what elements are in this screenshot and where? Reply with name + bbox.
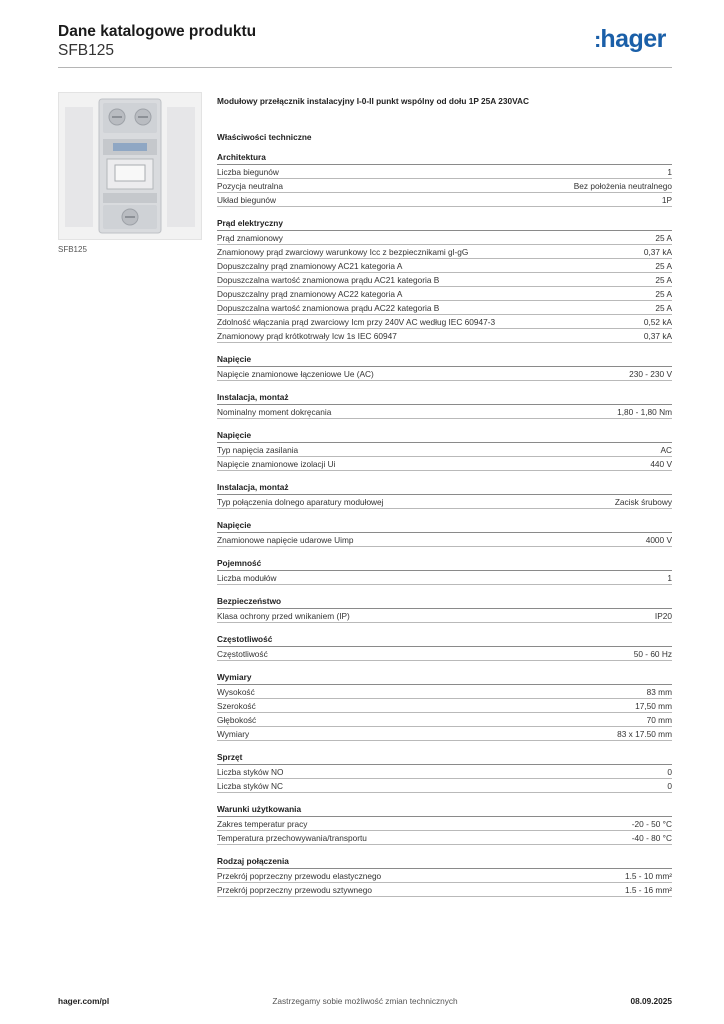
spec-value: AC — [660, 444, 672, 455]
footer-website-link[interactable]: hager.com/pl — [58, 996, 110, 1006]
spec-label: Zakres temperatur pracy — [217, 818, 308, 829]
switch-device-icon — [59, 93, 201, 239]
spec-section — [217, 430, 672, 471]
spec-label: Liczba modułów — [217, 572, 277, 583]
spec-label: Przekrój poprzeczny przewodu elastycznego — [217, 870, 382, 881]
section-title: Rodzaj połączenia — [217, 856, 672, 869]
spec-section — [217, 634, 672, 661]
spec-section — [217, 520, 672, 547]
spec-section — [217, 218, 672, 343]
section-title: Napięcie — [217, 354, 672, 367]
spec-row — [217, 287, 672, 301]
spec-label: Dopuszczalna wartość znamionowa prądu AC22 kategoria B — [217, 302, 440, 313]
spec-row — [217, 817, 672, 831]
footer-notice: Zastrzegamy sobie możliwość zmian technicznych — [272, 996, 458, 1006]
spec-row — [217, 259, 672, 273]
spec-row — [217, 831, 672, 845]
spec-value: IP20 — [654, 610, 672, 621]
spec-value: 4000 V — [645, 534, 672, 545]
spec-value: Zacisk śrubowy — [614, 496, 672, 507]
spec-value: 50 - 60 Hz — [633, 648, 672, 659]
spec-label: Napięcie znamionowe łączeniowe Ue (AC) — [217, 368, 374, 379]
spec-label: Liczba styków NC — [217, 780, 283, 791]
spec-label: Typ połączenia dolnego aparatury modułowej — [217, 496, 384, 507]
spec-row — [217, 727, 672, 741]
spec-value: 70 mm — [646, 714, 672, 725]
spec-label: Liczba styków NO — [217, 766, 284, 777]
spec-row — [217, 165, 672, 179]
image-caption: SFB125 — [58, 245, 87, 254]
footer-date: 08.09.2025 — [630, 996, 672, 1006]
spec-value: 0,37 kA — [643, 330, 672, 341]
spec-section — [217, 392, 672, 419]
spec-row — [217, 405, 672, 419]
spec-label: Dopuszczalny prąd znamionowy AC22 kategoria A — [217, 288, 403, 299]
spec-value: 83 mm — [646, 686, 672, 697]
spec-label: Zdolność włączania prąd zwarciowy Icm przy 240V AC według IEC 60947-3 — [217, 316, 496, 327]
spec-value: 25 A — [655, 232, 672, 243]
section-title: Instalacja, montaż — [217, 482, 672, 495]
spec-section — [217, 752, 672, 793]
spec-row — [217, 329, 672, 343]
spec-row — [217, 193, 672, 207]
spec-row — [217, 869, 672, 883]
spec-value: 17,50 mm — [635, 700, 672, 711]
spec-label: Dopuszczalny prąd znamionowy AC21 kategoria A — [217, 260, 403, 271]
spec-label: Wymiary — [217, 728, 250, 739]
spec-value: 440 V — [650, 458, 672, 469]
spec-row — [217, 647, 672, 661]
spec-label: Prąd znamionowy — [217, 232, 283, 243]
spec-value: 0,52 kA — [643, 316, 672, 327]
spec-label: Znamionowy prąd zwarciowy warunkowy Icc z bezpiecznikami gl-gG — [217, 246, 469, 257]
product-image — [58, 92, 202, 240]
spec-value: Bez położenia neutralnego — [573, 180, 672, 191]
spec-value: 1.5 - 16 mm² — [624, 884, 672, 895]
spec-row — [217, 609, 672, 623]
spec-row — [217, 533, 672, 547]
section-title: Warunki użytkowania — [217, 804, 672, 817]
spec-value: -20 - 50 °C — [631, 818, 672, 829]
spec-value: 25 A — [655, 302, 672, 313]
logo-dots-icon: : — [594, 27, 600, 52]
spec-label: Liczba biegunów — [217, 166, 279, 177]
spec-label: Pozycja neutralna — [217, 180, 283, 191]
spec-value: 1.5 - 10 mm² — [624, 870, 672, 881]
tech-heading: Właściwości techniczne — [217, 132, 312, 142]
spec-value: -40 - 80 °C — [631, 832, 672, 843]
spec-label: Przekrój poprzeczny przewodu sztywnego — [217, 884, 372, 895]
spec-sections — [217, 152, 672, 897]
spec-section — [217, 152, 672, 207]
logo-text: hager — [600, 25, 666, 53]
spec-row — [217, 883, 672, 897]
spec-row — [217, 245, 672, 259]
spec-row — [217, 713, 672, 727]
spec-value: 230 - 230 V — [629, 368, 672, 379]
spec-section — [217, 482, 672, 509]
spec-label: Temperatura przechowywania/transportu — [217, 832, 367, 843]
spec-section — [217, 672, 672, 741]
spec-value: 1 — [667, 166, 672, 177]
spec-value: 1,80 - 1,80 Nm — [617, 406, 672, 417]
spec-section — [217, 354, 672, 381]
spec-row — [217, 457, 672, 471]
section-title: Pojemność — [217, 558, 672, 571]
spec-section — [217, 596, 672, 623]
spec-row — [217, 779, 672, 793]
spec-value: 25 A — [655, 288, 672, 299]
spec-row — [217, 495, 672, 509]
hager-logo — [594, 24, 666, 55]
spec-value: 25 A — [655, 274, 672, 285]
spec-label: Klasa ochrony przed wnikaniem (IP) — [217, 610, 350, 621]
spec-label: Głębokość — [217, 714, 257, 725]
spec-row — [217, 273, 672, 287]
spec-label: Nominalny moment dokręcania — [217, 406, 332, 417]
section-title: Napięcie — [217, 520, 672, 533]
spec-row — [217, 179, 672, 193]
spec-label: Typ napięcia zasilania — [217, 444, 299, 455]
spec-row — [217, 315, 672, 329]
spec-row — [217, 231, 672, 245]
section-title: Instalacja, montaż — [217, 392, 672, 405]
spec-label: Częstotliwość — [217, 648, 268, 659]
spec-value: 0,37 kA — [643, 246, 672, 257]
spec-value: 0 — [667, 780, 672, 791]
spec-section — [217, 558, 672, 585]
spec-row — [217, 571, 672, 585]
section-title: Bezpieczeństwo — [217, 596, 672, 609]
spec-label: Układ biegunów — [217, 194, 277, 205]
spec-label: Znamionowe napięcie udarowe Uimp — [217, 534, 354, 545]
spec-label: Znamionowy prąd krótkotrwały Icw 1s IEC 60947 — [217, 330, 397, 341]
page-header — [58, 22, 256, 60]
section-title: Wymiary — [217, 672, 672, 685]
spec-label: Napięcie znamionowe izolacji Ui — [217, 458, 336, 469]
spec-row — [217, 367, 672, 381]
header-divider — [58, 67, 672, 68]
section-title: Napięcie — [217, 430, 672, 443]
spec-value: 0 — [667, 766, 672, 777]
spec-value: 25 A — [655, 260, 672, 271]
section-title: Częstotliwość — [217, 634, 672, 647]
spec-value: 1 — [667, 572, 672, 583]
spec-row — [217, 685, 672, 699]
section-title: Sprzęt — [217, 752, 672, 765]
section-title: Architektura — [217, 152, 672, 165]
spec-section — [217, 856, 672, 897]
spec-row — [217, 301, 672, 315]
spec-value: 83 x 17.50 mm — [617, 728, 672, 739]
product-code: SFB125 — [58, 42, 115, 59]
product-description: Modułowy przełącznik instalacyjny I-0-II punkt wspólny od dołu 1P 25A 230VAC — [217, 96, 529, 106]
spec-row — [217, 699, 672, 713]
spec-content — [217, 96, 672, 908]
spec-value: 1P — [661, 194, 672, 205]
spec-label: Dopuszczalna wartość znamionowa prądu AC21 kategoria B — [217, 274, 440, 285]
page-title: Dane katalogowe produktu — [58, 23, 257, 40]
spec-row — [217, 765, 672, 779]
spec-row — [217, 443, 672, 457]
spec-label: Wysokość — [217, 686, 255, 697]
spec-section — [217, 804, 672, 845]
section-title: Prąd elektryczny — [217, 218, 672, 231]
spec-label: Szerokość — [217, 700, 256, 711]
